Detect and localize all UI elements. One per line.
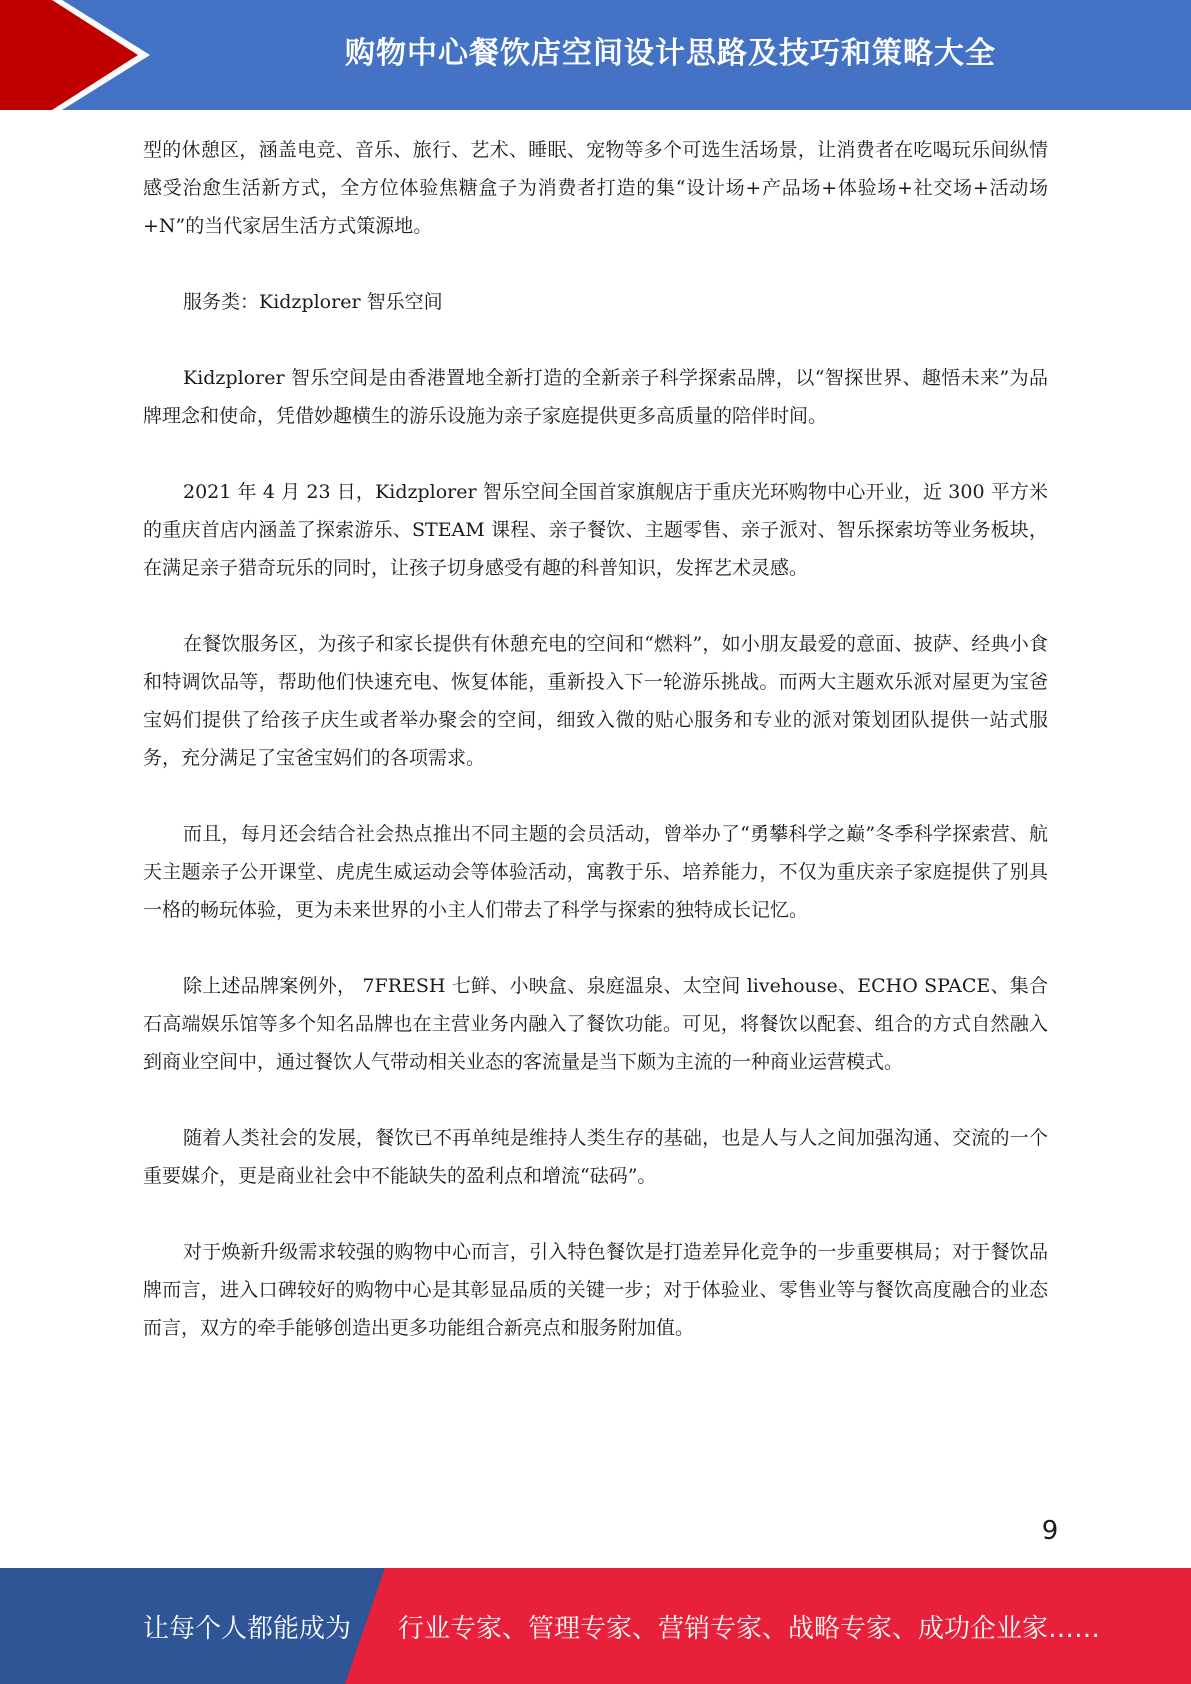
paragraph: Kidzplorer 智乐空间是由香港置地全新打造的全新亲子科学探索品牌，以“智探世界、趣悟未来”为品牌理念和使命，凭借妙趣横生的游乐设施为亲子家庭提供更多高质量的陪伴时间。: [143, 367, 1048, 427]
header-title: 购物中心餐饮店空间设计思路及技巧和策略大全: [345, 36, 996, 71]
page-footer: [0, 1568, 1191, 1684]
paragraph: 型的休憩区，涵盖电竞、音乐、旅行、艺术、睡眠、宠物等多个可选生活场景，让消费者在吃喝玩乐间纵情感受治愈生活新方式，全方位体验焦糖盒子为消费者打造的集“设计场+产品场+体验场+社交场+活动场+N”的当代家居生活方式策源地。: [143, 139, 1048, 237]
paragraph: 而且，每月还会结合社会热点推出不同主题的会员活动，曾举办了“勇攀科学之巅”冬季科学探索营、航天主题亲子公开课堂、虎虎生威运动会等体验活动，寓教于乐、培养能力，不仅为重庆亲子家庭提供了别具一格的畅玩体验，更为未来世界的小主人们带去了科学与探索的独特成长记忆。: [143, 823, 1048, 921]
paragraph: 在餐饮服务区，为孩子和家长提供有休憩充电的空间和“燃料”，如小朋友最爱的意面、披萨、经典小食和特调饮品等，帮助他们快速充电、恢复体能，重新投入下一轮游乐挑战。而两大主题欢乐派对屋更为宝爸宝妈们提供了给孩子庆生或者举办聚会的空间，细致入微的贴心服务和专业的派对策划团队提供一站式服务，充分满足了宝爸宝妈们的各项需求。: [143, 633, 1048, 769]
section-heading: 服务类：Kidzplorer 智乐空间: [183, 291, 443, 313]
paragraph: 对于焕新升级需求较强的购物中心而言，引入特色餐饮是打造差异化竞争的一步重要棋局；对于餐饮品牌而言，进入口碑较好的购物中心是其彰显品质的关键一步；对于体验业、零售业等与餐饮高度融合的业态而言，双方的牵手能够创造出更多功能组合新亮点和服务附加值。: [143, 1241, 1048, 1339]
footer-slogan-left: 让每个人都能成为: [143, 1613, 352, 1644]
footer-slogan-right: 行业专家、管理专家、营销专家、战略专家、成功企业家……: [398, 1613, 1101, 1644]
paragraph: 除上述品牌案例外， 7FRESH 七鲜、小映盒、泉庭温泉、太空间 livehouse、ECHO SPACE、集合石高端娱乐馆等多个知名品牌也在主营业务内融入了餐饮功能。可见，将餐饮以配套、组合的方式自然融入到商业空间中，通过餐饮人气带动相关业态的客流量是当下颇为主流的一种商业运营模式。: [143, 975, 1048, 1073]
article-body: [143, 131, 1048, 1385]
paragraph: 随着人类社会的发展，餐饮已不再单纯是维持人类生存的基础，也是人与人之间加强沟通、交流的一个重要媒介，更是商业社会中不能缺失的盈利点和增流“砝码”。: [143, 1127, 1048, 1187]
page-number: 9: [1041, 1516, 1059, 1546]
header-arrow-decoration: [0, 0, 160, 110]
page-header: [0, 0, 1191, 110]
paragraph: 2021 年 4 月 23 日，Kidzplorer 智乐空间全国首家旗舰店于重庆光环购物中心开业，近 300 平方米的重庆首店内涵盖了探索游乐、STEAM 课程、亲子餐饮、主题零售、亲子派对、智乐探索坊等业务板块，在满足亲子猎奇玩乐的同时，让孩子切身感受有趣的科普知识，发挥艺术灵感。: [143, 481, 1048, 579]
